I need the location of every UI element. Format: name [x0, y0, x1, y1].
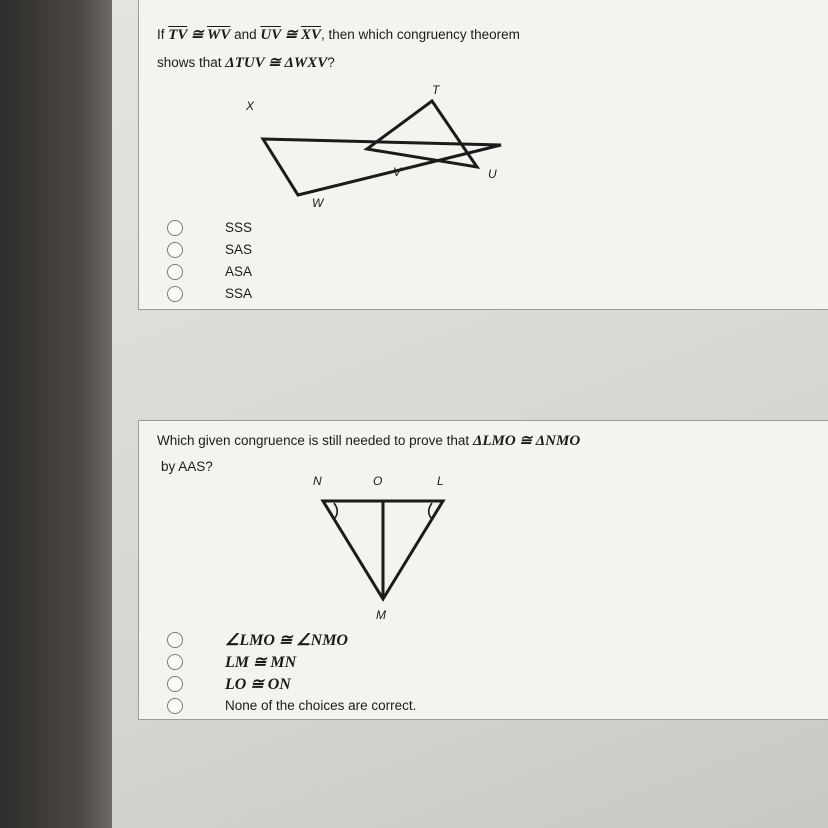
triangle-congruence-statement: ΔLMO ≅ ΔNMO [472, 433, 581, 449]
vertex-label-x: X [246, 99, 255, 113]
choice-label: None of the choices are correct. [225, 698, 417, 713]
choice-label: LO ≅ ON [225, 676, 291, 693]
triangle-congruence-statement: ΔTUV ≅ ΔWXV [225, 55, 328, 71]
radio-button[interactable] [167, 242, 183, 258]
prompt-text: ? [327, 55, 335, 70]
vertex-label-t: T [432, 83, 440, 97]
question-card-2 [138, 420, 828, 720]
segment-wv: $\overline{WV}$ [206, 27, 231, 43]
radio-button[interactable] [167, 220, 183, 236]
radio-button[interactable] [167, 676, 183, 692]
vertex-label-o: O [373, 474, 383, 488]
triangle-tuv [367, 101, 477, 167]
vertex-label-m: M [376, 608, 386, 622]
segment-tv: $\overline{TV}$ [168, 27, 188, 43]
choice-label: ASA [225, 264, 253, 279]
radio-button[interactable] [167, 286, 183, 302]
radio-button[interactable] [167, 698, 183, 714]
monitor-bezel [0, 0, 112, 828]
radio-button[interactable] [167, 264, 183, 280]
radio-button[interactable] [167, 632, 183, 648]
prompt-text: , then which congruency theorem [321, 27, 520, 42]
choice-label: ∠LMO ≅ ∠NMO [225, 632, 348, 649]
vertex-label-l: L [437, 474, 444, 488]
question-card-1 [138, 0, 828, 310]
vertex-label-v: V [393, 165, 402, 179]
prompt-text: If [157, 27, 169, 42]
choice-label: SSA [225, 286, 253, 301]
choice-label: SAS [225, 242, 253, 257]
question-2-prompt-line-2: by AAS? [161, 459, 213, 474]
radio-button[interactable] [167, 654, 183, 670]
segment-xv: $\overline{XV}$ [301, 27, 322, 43]
prompt-text: and [230, 27, 261, 42]
angle-mark-l [429, 503, 432, 518]
bowtie-triangles-figure [139, 0, 828, 309]
segment-uv: $\overline{UV}$ [260, 27, 281, 43]
angle-mark-n [334, 503, 337, 518]
prompt-text: shows that [157, 55, 226, 70]
choice-label: SSS [225, 220, 253, 235]
vertex-label-n: N [313, 474, 322, 488]
choice-label: LM ≅ MN [225, 654, 297, 671]
prompt-text: Which given congruence is still needed to prove that [157, 433, 473, 448]
vertex-label-w: W [312, 196, 324, 210]
vertex-label-u: U [488, 167, 497, 181]
congruent-symbol: ≅ [280, 27, 302, 43]
congruent-symbol: ≅ [187, 27, 207, 43]
